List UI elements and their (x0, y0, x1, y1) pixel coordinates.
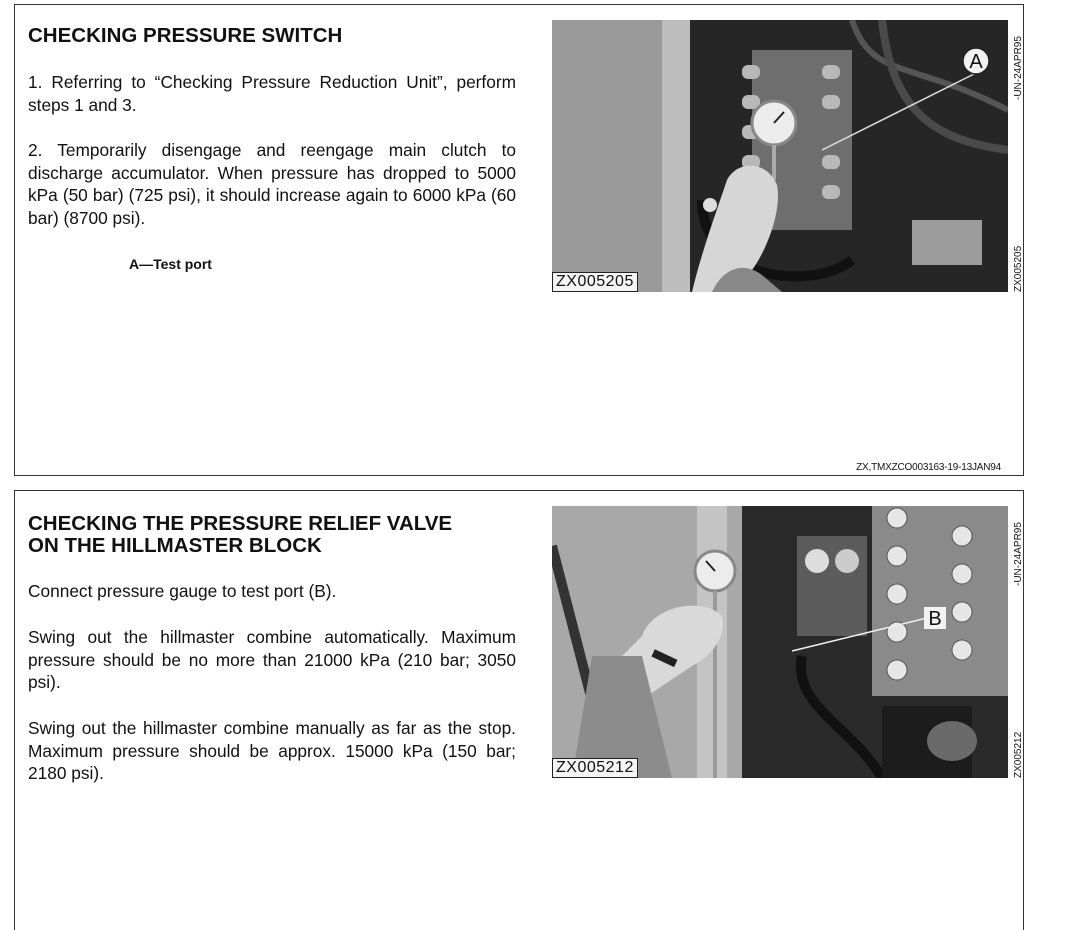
side-reference-code (1011, 506, 1029, 778)
section-title: CHECKING PRESSURE SWITCH (28, 24, 343, 47)
side-code-id: ZX005205 (1013, 245, 1024, 292)
automatic-swing-text: Swing out the hillmaster combine automatically. Maximum pressure should be no more than 21000 kPa (210 bar; 3050 psi). (28, 627, 516, 693)
photo-id-label: ZX005205 (552, 272, 638, 292)
document-reference-footer: ZX,TMXZCO003163-19-13JAN94 (856, 462, 1001, 473)
photo-illustration (552, 506, 1008, 778)
manual-swing-text: Swing out the hillmaster combine manually as far as the stop. Maximum pressure should be approx. 15000 kPa (150 bar; 2180 psi). (28, 718, 516, 784)
photo-id-label: ZX005212 (552, 758, 638, 778)
side-code-id: ZX005212 (1013, 731, 1024, 778)
step-1-text: 1. Referring to “Checking Pressure Reduction Unit”, perform steps 1 and 3. (28, 72, 516, 115)
photo-hillmaster-block (552, 506, 1008, 778)
side-reference-code (1011, 20, 1029, 292)
connect-gauge-text: Connect pressure gauge to test port (B). (28, 581, 337, 601)
section-title-line-1: CHECKING THE PRESSURE RELIEF VALVE (28, 512, 453, 535)
callout-a: A (969, 51, 983, 73)
callout-b: B (928, 608, 942, 630)
photo-pressure-switch (552, 20, 1008, 292)
section-checking-pressure-switch (14, 4, 1024, 476)
figure-caption: A—Test port (129, 256, 212, 272)
side-code-date: -UN-24APR95 (1013, 522, 1024, 586)
photo-illustration (552, 20, 1008, 292)
side-code-date: -UN-24APR95 (1013, 36, 1024, 100)
section-checking-pressure-relief-valve (14, 490, 1024, 930)
step-2-text: 2. Temporarily disengage and reengage main clutch to discharge accumulator. When pressure has dropped to 5000 kPa (50 bar) (725 psi), it should increase again to 6000 kPa (60 bar) (8700 psi). (28, 140, 516, 228)
section-title-line-2: ON THE HILLMASTER BLOCK (28, 534, 322, 557)
